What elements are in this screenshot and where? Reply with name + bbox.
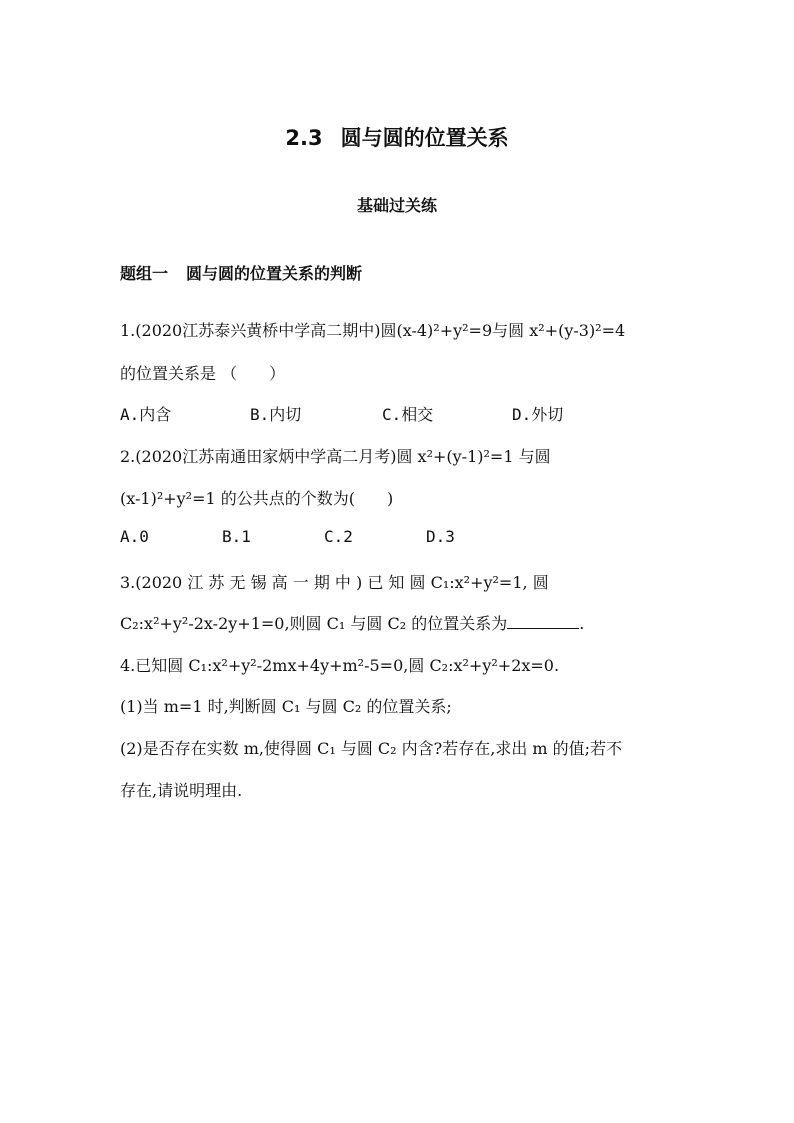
question-2-line-1: 2.(2020江苏南通田家炳中学高二月考)圆 x²+(y-1)²=1 与圆 [120,447,551,466]
option-c: C.相交 [382,405,434,424]
question-4-part-2: (2)是否存在实数 m,使得圆 C₁ 与圆 C₂ 内含?若存在,求出 m 的值;若不 [120,739,623,758]
option-c: C.2 [324,527,353,546]
question-4-part-2-cont: 存在,请说明理由. [120,781,243,800]
option-a: A.内含 [120,405,172,424]
option-d: D.外切 [512,405,564,424]
question-4-line-1: 4.已知圆 C₁:x²+y²-2mx+4y+m²-5=0,圆 C₂:x²+y²+2x=0. [120,656,560,675]
page-title [0,122,794,152]
option-a: A.0 [120,527,149,546]
page-subtitle: 基础过关练 [356,196,437,215]
question-group-heading [120,261,362,284]
question-3-end: . [579,614,585,633]
option-b: B.1 [222,527,251,546]
question-3-text: C₂:x²+y²-2x-2y+1=0,则圆 C₁ 与圆 C₂ 的位置关系为 [120,614,508,633]
option-b: B.内切 [250,405,302,424]
title-text: 圆与圆的位置关系 [340,126,509,150]
question-2-line-2: (x-1)²+y²=1 的公共点的个数为( ) [120,489,394,508]
group-title: 圆与圆的位置关系的判断 [186,264,363,283]
question-4-part-1: (1)当 m=1 时,判断圆 C₁ 与圆 C₂ 的位置关系; [120,697,452,716]
section-number: 2.3 [285,126,323,150]
group-label: 题组一 [120,264,169,283]
question-3-line-2 [120,611,680,634]
option-d: D.3 [426,527,455,546]
question-1-line-2: 的位置关系是 （ ） [120,364,286,383]
question-3-line-1: 3.(2020 江 苏 无 锡 高 一 期 中 ) 已 知 圆 C₁:x²+y²=1, 圆 [120,573,549,592]
answer-blank [507,614,579,629]
question-1-line-1: 1.(2020江苏泰兴黄桥中学高二期中)圆(x-4)²+y²=9与圆 x²+(y-3)²=4 [120,321,626,340]
